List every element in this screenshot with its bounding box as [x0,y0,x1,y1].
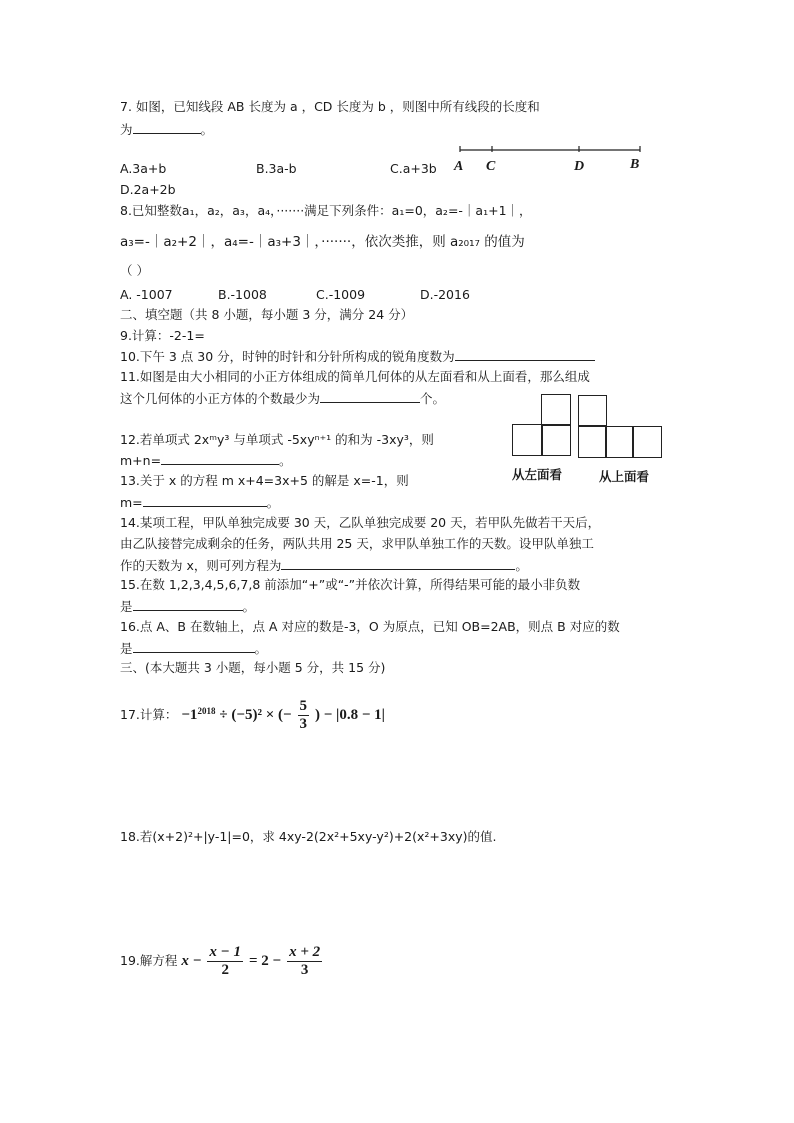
q19-minus: − [192,953,202,969]
q12-prefix: m+n= [120,453,162,468]
q16-suffix: 。 [254,641,268,656]
q8-option-a: A. -1007 [120,287,173,302]
q7-answer-blank[interactable] [133,121,201,134]
q19-rhs: = 2 − [248,953,282,969]
q14-answer-blank[interactable] [281,557,515,570]
left-view-cell [541,394,571,426]
q7-option-a: A.3a+b [120,161,167,176]
section-3-heading: 三、(本大题共 3 小题，每小题 5 分，共 15 分) [120,660,386,675]
q13-line1: 13.关于 x 的方程 m x+4=3x+5 的解是 x=-1，则 [120,473,409,488]
left-view-caption: 从左面看 [512,467,563,482]
top-view-cell [578,426,607,458]
q11-suffix: 个。 [420,391,446,406]
q13-answer-blank[interactable] [143,494,267,507]
point-b-label: B [630,157,640,172]
q10-text: 10.下午 3 点 30 分，时钟的时针和分针所构成的锐角度数为 [120,349,455,364]
point-d-label: D [574,159,585,174]
q16-line1: 16.点 A、B 在数轴上，点 A 对应的数是-3，O 为原点，已知 OB=2AB，则点 B 对应的数 [120,619,620,634]
q7-prefix: 为 [120,122,133,137]
q8-line1: 8.已知整数a₁，a₂，a₃，a₄，·······满足下列条件：a₁=0，a₂=-｜a₁+1｜， [120,203,532,218]
q14-suffix: 。 [515,558,528,573]
top-view-cell [632,426,662,458]
q13-suffix: 。 [266,495,280,510]
q14-line1: 14.某项工程，甲队单独完成要 30 天，乙队单独完成要 20 天，若甲队先做若干天后， [120,515,601,530]
q12-suffix: 。 [279,453,292,468]
q17-label: 17.计算： [120,707,178,723]
q7-option-b: B.3a-b [256,161,297,176]
q19-x: x [181,953,189,969]
q19-frac2-num: x + 2 [289,944,321,960]
section-2-heading: 二、填空题（共 8 小题，每小题 3 分，满分 24 分） [120,307,414,322]
q14-line3 [120,557,528,574]
q11-line1: 11.如图是由大小相同的小正方体组成的简单几何体的从左面看和从上面看，那么组成 [120,369,590,384]
q17-expr-b: ÷ (−5)² × (− [219,707,292,724]
q13-line2 [120,494,279,511]
q7-line2 [120,121,213,138]
left-view-cell [541,424,571,456]
q17-expr-a: −1 [181,707,198,724]
q8-option-d: D.-2016 [420,287,470,302]
q15-line1: 15.在数 1,2,3,4,5,6,7,8 前添加“+”或“-”并依次计算，所得结果可能的最小非负数 [120,577,581,592]
q7-option-d: D.2a+2b [120,182,176,197]
point-a-label: A [454,159,464,174]
q8-line2: a₃=-｜a₂+2｜，a₄=-｜a₃+3｜，·······，依次类推，则 a₂₀₁₇ 的值为 [120,234,525,250]
q10 [120,348,595,365]
q15-suffix: 。 [242,599,256,614]
q19-frac2-den: 3 [300,962,309,978]
q10-answer-blank[interactable] [455,348,595,361]
q15-answer-blank[interactable] [133,598,243,611]
q12-answer-blank[interactable] [161,452,279,465]
q19-fraction-2 [287,944,322,979]
point-c-label: C [486,159,496,174]
q9: 9.计算：-2-1= [120,328,205,343]
q17-frac-num: 5 [299,698,308,715]
q17 [120,693,385,733]
q11-prefix: 这个几何体的小正方体的个数最少为 [120,391,321,406]
q19 [120,943,324,979]
left-view-cell [512,424,543,456]
q13-prefix: m= [120,495,143,510]
top-view-cell [578,395,607,426]
q19-fraction-1 [207,944,243,979]
q12-line2 [120,452,292,469]
segment-figure [452,140,652,180]
q7-option-c: C.a+3b [390,161,437,176]
q8-option-c: C.-1009 [316,287,366,302]
q17-exponent: 2018 [197,706,216,716]
top-view-caption: 从上面看 [599,469,650,484]
q8-option-b: B.-1008 [218,287,267,302]
q14-prefix: 作的天数为 x，则可列方程为 [120,558,282,573]
q16-prefix: 是 [120,641,133,656]
q7-suffix: 。 [200,122,214,137]
q19-label: 19.解方程 [120,953,178,968]
q12-line1: 12.若单项式 2xᵐy³ 与单项式 -5xyⁿ⁺¹ 的和为 -3xy³，则 [120,432,434,447]
q14-line2: 由乙队接替完成剩余的任务，两队共用 25 天，求甲队单独工作的天数。设甲队单独工 [120,536,594,551]
q16-answer-blank[interactable] [133,640,255,653]
q15-prefix: 是 [120,599,133,614]
top-view-cell [605,426,634,458]
q7-line1: 7. 如图，已知线段 AB 长度为 a ，CD 长度为 b ，则图中所有线段的长度和 [120,99,540,114]
q8-answer-paren: （ ） [120,263,149,278]
q18: 18.若(x+2)²+|y-1|=0，求 4xy-2(2x²+5xy-y²)+2(x²+3xy)的值. [120,829,497,844]
q16-line2 [120,640,267,657]
q17-frac-den: 3 [299,716,308,733]
q15-line2 [120,598,255,615]
q19-frac1-num: x − 1 [209,944,241,960]
q11-line2 [120,390,445,407]
q17-fraction [298,698,310,733]
q11-answer-blank[interactable] [320,390,420,403]
q19-frac1-den: 2 [221,962,229,978]
q17-expr-c: ) − |0.8 − 1| [315,707,385,724]
